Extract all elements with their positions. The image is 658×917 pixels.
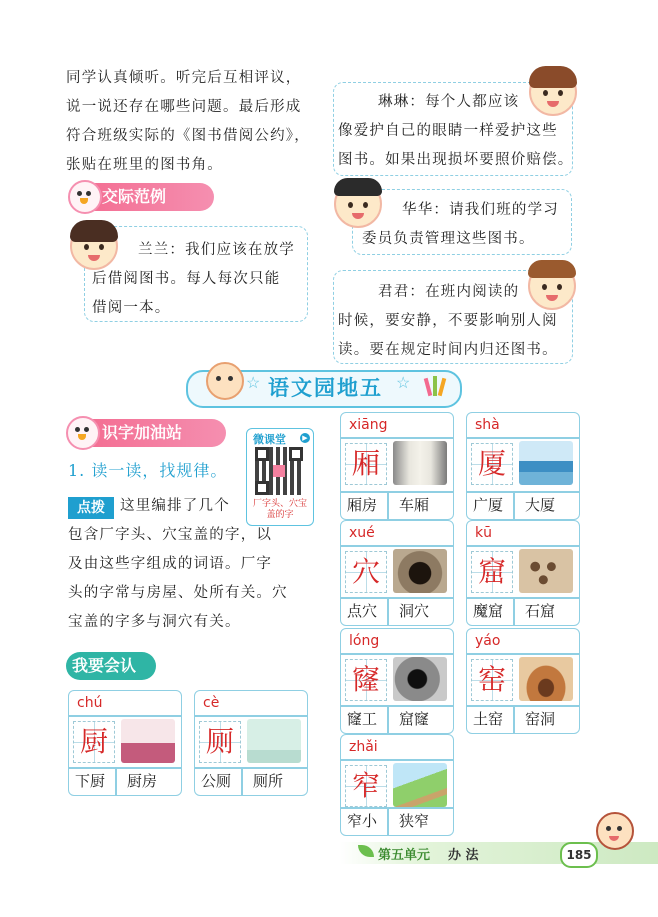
- word-label: 土窑: [473, 710, 504, 728]
- word-label: 魔窟: [473, 602, 504, 620]
- hanzi-character: 穴: [345, 551, 387, 593]
- recognize-header: 我要会认: [66, 652, 156, 680]
- huahua-text: 华华：请我们班的学习 委员负责管理这些图书。: [362, 202, 559, 247]
- pinyin-label: chú: [77, 695, 103, 711]
- train-picture: [393, 441, 447, 485]
- card-divider: [387, 597, 389, 625]
- city-picture: [519, 441, 573, 485]
- pinyin-label: kū: [475, 525, 492, 541]
- card-divider: [387, 807, 389, 835]
- hanzi-character: 厦: [471, 443, 513, 485]
- junjun-text: 君君：在班内阅读的 时候，要安静，不要影响别人阅 读。要在规定时间内归还图书。: [338, 284, 558, 358]
- pinyin-label: zhǎi: [349, 739, 378, 755]
- word-label: 窄小: [347, 812, 378, 830]
- bird-icon: [66, 416, 100, 450]
- card-divider: [69, 715, 181, 717]
- pinyin-label: lóng: [349, 633, 380, 649]
- garden-title: 语文园地五: [268, 376, 383, 400]
- pencils-icon: [424, 374, 448, 398]
- word-label: 大厦: [525, 496, 556, 514]
- footer-section: 办 法: [448, 848, 479, 863]
- lanlan-text: 兰兰：我们应该在放学 后借阅图书。每人每次只能 借阅一本。: [92, 242, 295, 316]
- star-icon: ☆: [246, 373, 261, 392]
- card-divider: [467, 653, 579, 655]
- card-divider: [513, 705, 515, 733]
- character-card: [466, 628, 580, 734]
- character-card: [340, 628, 454, 734]
- card-divider: [513, 597, 515, 625]
- word-label: 窿工: [347, 710, 378, 728]
- hole-picture: [393, 657, 447, 701]
- word-label: 下厨: [75, 772, 106, 790]
- card-divider: [195, 715, 307, 717]
- bird-icon: [68, 180, 102, 214]
- card-divider: [467, 437, 579, 439]
- word-label: 窟窿: [399, 710, 430, 728]
- card-divider: [467, 545, 579, 547]
- character-card: [68, 690, 182, 796]
- character-card: [340, 412, 454, 520]
- hanzi-character: 厢: [345, 443, 387, 485]
- cave-picture: [393, 549, 447, 593]
- exercise-title: 1. 读一读，找规律。: [68, 461, 228, 480]
- character-card: [466, 520, 580, 626]
- word-label: 点穴: [347, 602, 378, 620]
- intro-line: 符合班级实际的《图书借阅公约》，: [66, 128, 310, 144]
- hanzi-character: 窄: [345, 765, 387, 807]
- card-divider: [341, 653, 453, 655]
- play-icon: ▶: [300, 433, 310, 443]
- intro-line: 说一说还存在哪些问题。最后形成: [66, 99, 302, 115]
- linlin-text: 琳琳：每个人都应该 像爱护自己的眼睛一样爱护这些 图书。如果出现损坏要照价赔偿。: [338, 94, 574, 168]
- word-label: 厨房: [127, 772, 158, 790]
- kitchen-picture: [121, 719, 175, 763]
- star-icon: ☆: [396, 373, 411, 392]
- card-divider: [387, 705, 389, 733]
- word-label: 广厦: [473, 496, 504, 514]
- hanzi-character: 厨: [73, 721, 115, 763]
- pinyin-label: shà: [475, 417, 500, 433]
- word-label: 窑洞: [525, 710, 556, 728]
- tip-text: 这里编排了几个 包含厂字头、穴宝盖的字，以 及由这些字组成的词语。厂字 头的字常与房屋、处所有关。穴 宝盖的字多与洞穴有关。: [68, 498, 288, 630]
- card-divider: [115, 767, 117, 795]
- intro-line: 张贴在班里的图书角。: [66, 157, 223, 173]
- grotto-picture: [519, 549, 573, 593]
- pinyin-label: xué: [349, 525, 375, 541]
- word-label: 车厢: [399, 496, 430, 514]
- footer-unit: 第五单元: [378, 848, 431, 863]
- card-divider: [387, 491, 389, 519]
- card-divider: [341, 545, 453, 547]
- kiln-picture: [519, 657, 573, 701]
- hanzi-character: 厕: [199, 721, 241, 763]
- character-card: [466, 412, 580, 520]
- word-label: 厕所: [253, 772, 284, 790]
- character-card: [340, 520, 454, 626]
- word-label: 公厕: [201, 772, 232, 790]
- word-label: 厢房: [347, 496, 378, 514]
- example-header-label: 交际范例: [102, 187, 167, 206]
- toilet-picture: [247, 719, 301, 763]
- tip-label: 点拨: [68, 497, 114, 519]
- qr-caption: 厂字头、穴宝盖的字: [252, 499, 307, 520]
- boy-mascot-icon: [206, 362, 244, 400]
- card-divider: [341, 437, 453, 439]
- card-divider: [341, 759, 453, 761]
- word-label: 狭窄: [399, 812, 430, 830]
- intro-line: 同学认真倾听。听完后互相评议，: [66, 70, 302, 86]
- character-card: [340, 734, 454, 836]
- tip-box: [68, 494, 330, 634]
- literacy-header-label: 识字加油站: [102, 423, 183, 442]
- intro-paragraph: [66, 64, 331, 180]
- character-card: [194, 690, 308, 796]
- card-divider: [513, 491, 515, 519]
- pinyin-label: yáo: [475, 633, 501, 649]
- hanzi-character: 窑: [471, 659, 513, 701]
- path-picture: [393, 763, 447, 807]
- pinyin-label: xiāng: [349, 417, 388, 433]
- word-label: 洞穴: [399, 602, 430, 620]
- mascot-icon: [596, 812, 634, 850]
- qr-code-icon: [255, 447, 303, 495]
- hanzi-character: 窟: [471, 551, 513, 593]
- word-label: 石窟: [525, 602, 556, 620]
- micro-lesson-label: 微课堂: [253, 433, 286, 446]
- pinyin-label: cè: [203, 695, 220, 711]
- card-divider: [241, 767, 243, 795]
- page-number: 185: [560, 842, 598, 868]
- hanzi-character: 窿: [345, 659, 387, 701]
